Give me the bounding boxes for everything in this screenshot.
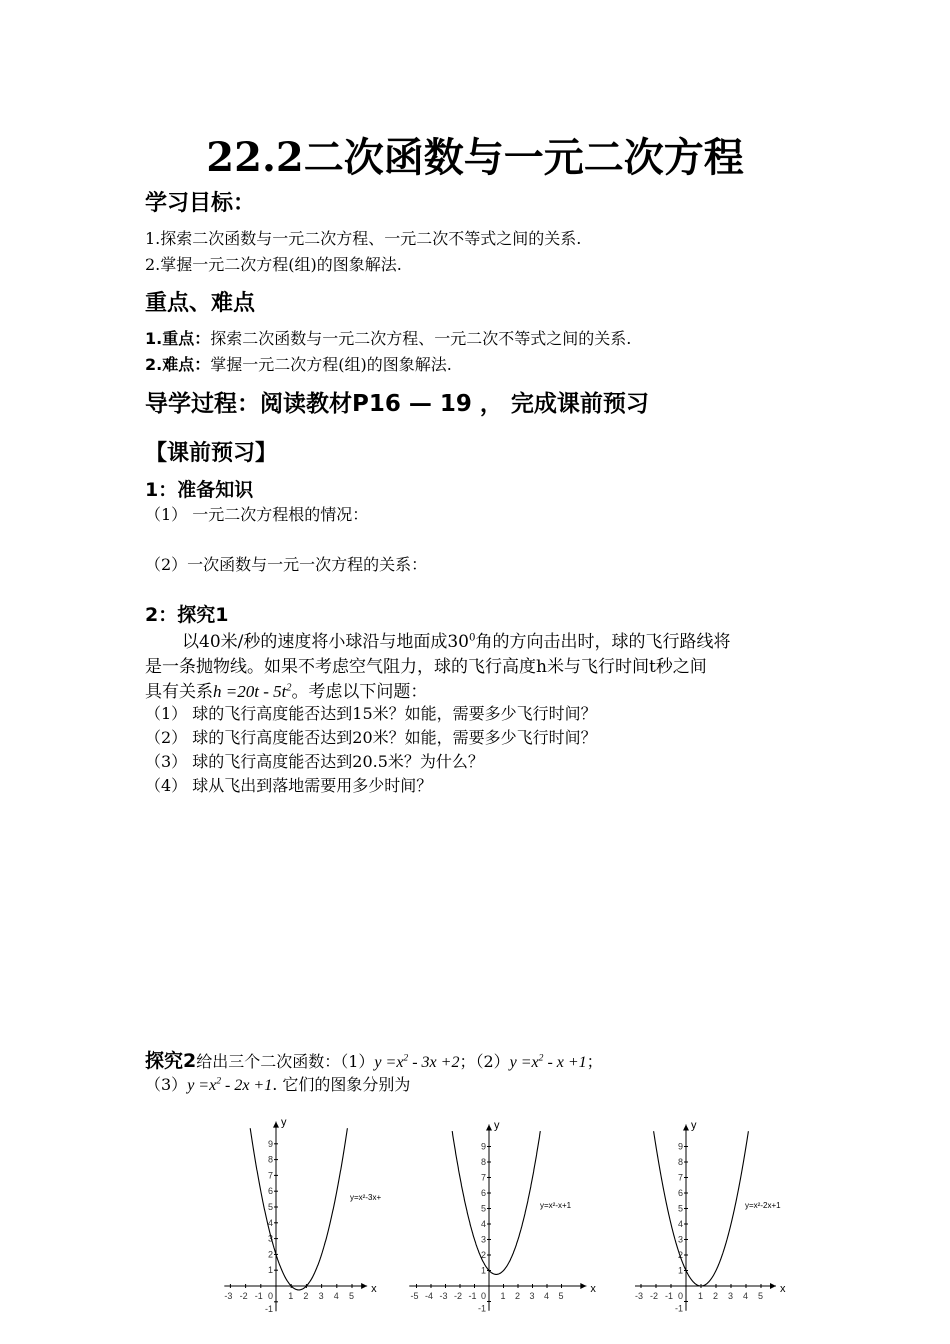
objectives-heading: 学习目标： <box>145 191 256 216</box>
y-tick-label: 7 <box>481 1172 487 1183</box>
explore1-line-1-text: 以40米/秒的速度将小球沿与地面成30 <box>182 632 469 652</box>
x-tick-label: 3 <box>318 1291 324 1301</box>
y-axis-label: y <box>494 1119 500 1132</box>
objective-item-2: 2.掌握一元二次方程(组)的图象解法. <box>145 255 402 274</box>
x-tick-label: -1 <box>665 1291 674 1301</box>
explore2-line-2 <box>145 1072 410 1095</box>
x-tick-label: 2 <box>713 1291 719 1301</box>
y-tick-label: 6 <box>678 1188 684 1198</box>
x-tick-label: -4 <box>425 1291 434 1301</box>
graph-1 <box>205 1095 405 1315</box>
parabola-curve <box>654 1131 749 1286</box>
x-axis-arrow <box>361 1283 367 1289</box>
y-tick-label: 7 <box>268 1170 274 1181</box>
x-tick-label: 5 <box>349 1291 355 1301</box>
y-tick-label: 4 <box>268 1217 274 1228</box>
guide-heading: 导学过程：阅读教材P16 — 19 ， 完成课前预习 <box>145 391 649 417</box>
x-tick-label: -3 <box>224 1291 233 1301</box>
formula-sup: 2 <box>286 682 292 694</box>
question-2: （2） 球的飞行高度能否达到20米？如能，需要多少飞行时间？ <box>145 728 597 747</box>
x-tick-label: 2 <box>515 1291 521 1301</box>
x-tick-label: -2 <box>650 1291 659 1301</box>
x-axis-arrow <box>770 1283 776 1289</box>
y-tick-label: 5 <box>481 1203 487 1214</box>
question-1: （1） 球的飞行高度能否达到15米？如能，需要多少飞行时间？ <box>145 704 597 723</box>
explore1-heading: 2：探究1 <box>145 604 229 626</box>
question-3: （3） 球的飞行高度能否达到20.5米？为什么？ <box>145 752 484 771</box>
function-label: y=x²-x+1 <box>540 1201 572 1210</box>
x-axis-label: x <box>780 1283 786 1295</box>
function-3-sup: 2 <box>216 1075 221 1087</box>
x-tick-label: -5 <box>410 1291 419 1301</box>
x-tick-label: 5 <box>758 1291 764 1301</box>
y-tick-label: 4 <box>678 1219 684 1229</box>
y-tick-label: 6 <box>481 1188 487 1198</box>
x-axis-arrow <box>580 1283 586 1289</box>
prep-item-2: （2）一次函数与一元一次方程的关系： <box>145 555 428 574</box>
y-axis-label: y <box>281 1116 287 1129</box>
y-tick-label: -1 <box>478 1303 487 1314</box>
key-points-heading: 重点、难点 <box>145 291 256 316</box>
explore1-line-1 <box>182 627 730 652</box>
y-tick-label: 2 <box>678 1250 684 1260</box>
x-tick-label: 1 <box>288 1291 294 1301</box>
y-tick-label: 2 <box>481 1250 487 1260</box>
y-tick-label: 8 <box>678 1157 684 1167</box>
explore2-line-1 <box>145 1046 603 1073</box>
explore2-sep-1: ；（2） <box>459 1052 510 1071</box>
function-1-rest: - 3x +2 <box>408 1054 460 1071</box>
x-tick-label: -1 <box>254 1291 263 1301</box>
x-tick-label: 3 <box>728 1291 734 1301</box>
explore1-line-3-post: 。考虑以下问题： <box>291 682 428 702</box>
x-tick-label: -2 <box>239 1291 248 1301</box>
x-tick-label: 0 <box>268 1291 274 1301</box>
y-axis-arrow <box>486 1125 492 1131</box>
explore2-intro: 给出三个二次函数：（1） <box>196 1052 375 1071</box>
parabola-curve <box>250 1128 347 1290</box>
key-point-1-text: 探索二次函数与一元二次方程、一元二次不等式之间的关系. <box>210 329 632 348</box>
x-tick-label: -2 <box>454 1291 463 1301</box>
y-tick-label: 7 <box>678 1172 684 1183</box>
x-tick-label: 1 <box>698 1291 704 1301</box>
x-tick-label: 0 <box>481 1291 487 1301</box>
key-point-2-text: 掌握一元二次方程(组)的图象解法. <box>210 355 452 374</box>
y-tick-label: 8 <box>481 1157 487 1167</box>
question-4: （4） 球从飞出到落地需要用多少时间？ <box>145 776 433 795</box>
graph-3 <box>615 1100 815 1315</box>
x-tick-label: 5 <box>558 1291 564 1301</box>
y-tick-label: 8 <box>268 1154 274 1165</box>
x-tick-label: 2 <box>303 1291 309 1301</box>
explore1-line-1-end: 角的方向击出时，球的飞行路线将 <box>475 632 731 652</box>
graph-2 <box>388 1100 618 1315</box>
key-point-1-label: 1.重点： <box>145 329 211 348</box>
x-tick-label: -3 <box>439 1291 448 1301</box>
parabola-curve <box>452 1131 540 1274</box>
y-tick-label: 9 <box>268 1138 274 1149</box>
y-tick-label: 1 <box>268 1265 274 1276</box>
y-tick-label: 9 <box>678 1141 684 1152</box>
y-tick-label: -1 <box>265 1303 274 1314</box>
key-point-1 <box>145 326 631 349</box>
key-point-2 <box>145 352 452 375</box>
y-tick-label: 9 <box>481 1141 487 1152</box>
prep-item-1: （1） 一元二次方程根的情况： <box>145 505 369 524</box>
y-tick-label: 5 <box>678 1203 684 1214</box>
function-2: y =x <box>509 1054 539 1071</box>
y-tick-label: 1 <box>678 1265 684 1276</box>
function-3: y =x <box>187 1077 217 1094</box>
objective-item-1: 1.探索二次函数与一元二次方程、一元二次不等式之间的关系. <box>145 229 582 248</box>
explore2-line-2-post: . 它们的图象分别为 <box>272 1075 411 1094</box>
x-tick-label: 4 <box>333 1291 339 1301</box>
function-3-rest: - 2x +1 <box>220 1077 273 1094</box>
x-axis-label: x <box>590 1283 596 1295</box>
function-2-rest: - x +1 <box>543 1054 587 1071</box>
height-formula: h =20t - 5t <box>213 682 287 701</box>
prep-heading: 1：准备知识 <box>145 479 254 501</box>
key-point-2-label: 2.难点： <box>145 355 211 374</box>
degree-sup: 0 <box>469 632 476 644</box>
page-title: 22.2二次函数与一元二次方程 <box>206 134 744 181</box>
x-tick-label: 4 <box>743 1291 749 1301</box>
x-tick-label: 4 <box>544 1291 550 1301</box>
y-tick-label: 6 <box>268 1186 274 1197</box>
y-tick-label: 5 <box>268 1202 274 1212</box>
y-tick-label: 3 <box>481 1234 487 1245</box>
explore1-line-3 <box>145 677 427 702</box>
function-1-sup: 2 <box>403 1052 409 1064</box>
function-2-sup: 2 <box>538 1052 544 1064</box>
explore1-line-2: 是一条抛物线。如果不考虑空气阻力，球的飞行高度h米与飞行时间t秒之间 <box>145 657 707 677</box>
y-axis-arrow <box>683 1125 689 1131</box>
explore2-sep-2: ； <box>586 1052 603 1071</box>
y-axis-label: y <box>691 1119 697 1132</box>
explore2-line-2-pre: （3） <box>145 1075 188 1094</box>
function-label: y=x²-3x+ <box>350 1193 382 1202</box>
y-tick-label: 3 <box>678 1234 684 1245</box>
explore2-heading: 探究2 <box>145 1050 197 1072</box>
y-axis-arrow <box>273 1122 279 1128</box>
function-1: y =x <box>374 1054 404 1071</box>
y-tick-label: 4 <box>481 1219 487 1229</box>
explore1-line-3-pre: 具有关系 <box>145 682 213 702</box>
x-tick-label: -3 <box>635 1291 644 1301</box>
x-axis-label: x <box>371 1283 377 1295</box>
y-tick-label: -1 <box>675 1303 684 1314</box>
x-tick-label: -1 <box>468 1291 477 1301</box>
x-tick-label: 1 <box>500 1291 506 1301</box>
function-label: y=x²-2x+1 <box>745 1201 781 1210</box>
y-tick-label: 3 <box>268 1233 274 1244</box>
y-tick-label: 1 <box>481 1265 487 1276</box>
x-tick-label: 0 <box>678 1291 684 1301</box>
y-tick-label: 2 <box>268 1249 274 1260</box>
x-tick-label: 3 <box>529 1291 535 1301</box>
preview-heading: 【课前预习】 <box>145 441 278 466</box>
